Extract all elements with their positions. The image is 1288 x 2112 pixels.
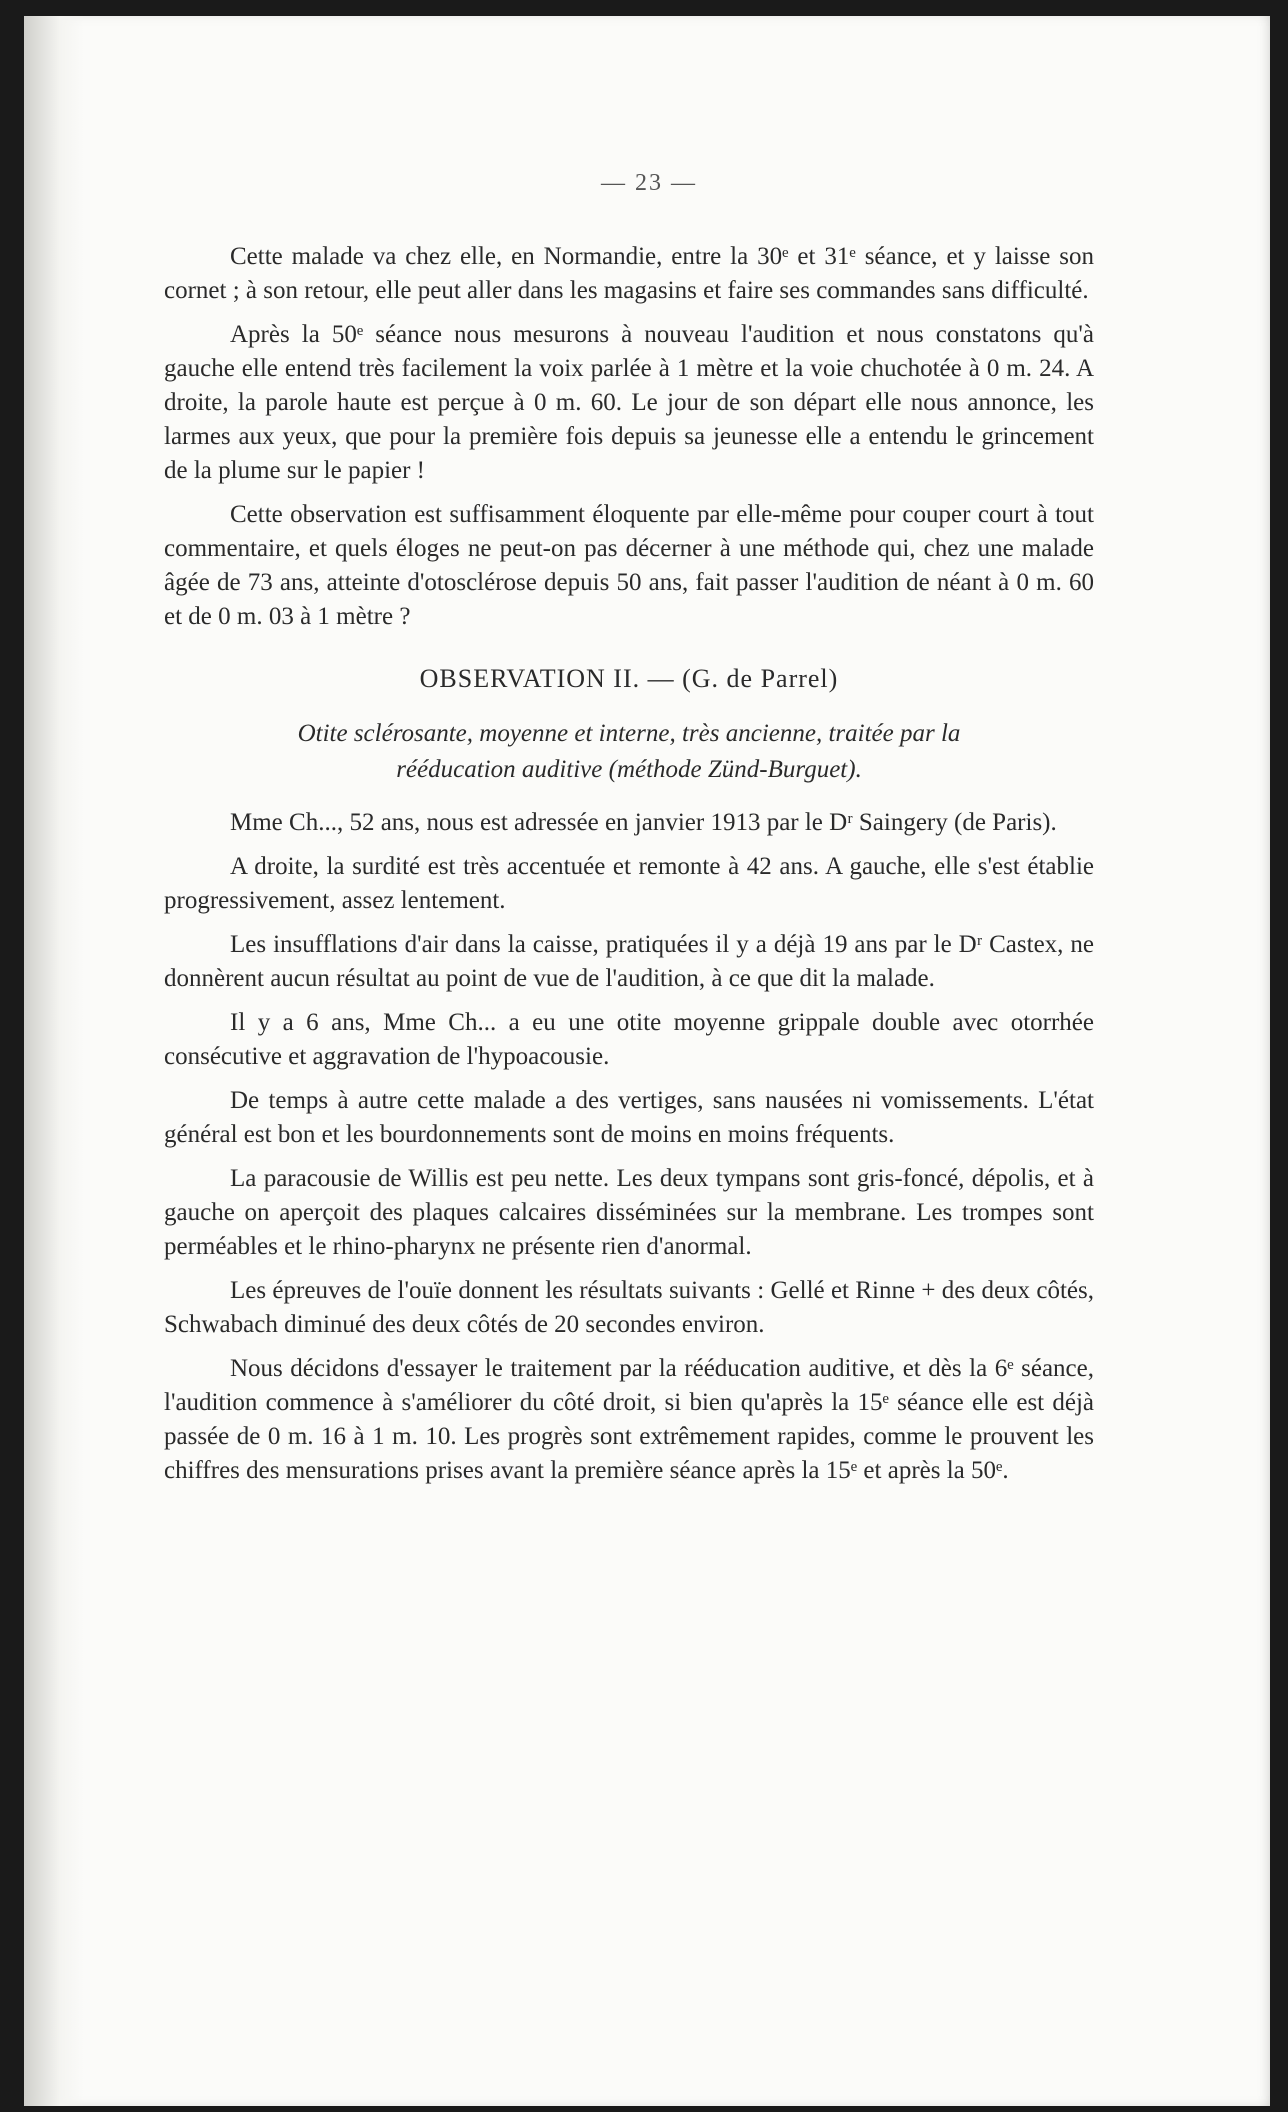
paragraph: Après la 50ᵉ séance nous mesurons à nouveau l'audition et nous constatons qu'à gauche elle entend très facilement la voix parlée à 1 mètre et la voie chuchotée à 0 m. 24. A droite, la parole haute est perçue à 0 m. 60. Le jour de son départ elle nous annonce, les larmes aux yeux, que pour la première fois depuis sa jeunesse elle a entendu le grincement de la plume sur le papier ! <box>164 321 1094 484</box>
paragraph: Les insufflations d'air dans la caisse, pratiquées il y a déjà 19 ans par le Dʳ Castex, ne donnèrent aucun résultat au point de vue de l'audition, à ce que dit la malade. <box>164 931 1094 992</box>
paragraph: Il y a 6 ans, Mme Ch... a eu une otite moyenne grippale double avec otorrhée consécutive et aggravation de l'hypoacousie. <box>164 1009 1094 1070</box>
paragraph: Les épreuves de l'ouïe donnent les résultats suivants : Gellé et Rinne + des deux côtés, Schwabach diminué des deux côtés de 20 secondes environ. <box>164 1277 1094 1338</box>
paragraph: A droite, la surdité est très accentuée et remonte à 42 ans. A gauche, elle s'est établie progressivement, assez lentement. <box>164 853 1094 914</box>
paragraph: Mme Ch..., 52 ans, nous est adressée en janvier 1913 par le Dʳ Saingery (de Paris). <box>230 809 1057 836</box>
document-page <box>24 16 1270 2106</box>
paragraph: Cette observation est suffisamment éloquente par elle-même pour couper court à tout commentaire, et quels éloges ne peut-on pas décerner à une méthode qui, chez une malade âgée de 73 ans, atteinte d'otosclérose depuis 50 ans, fait passer l'audition de néant à 0 m. 60 et de 0 m. 03 à 1 mètre ? <box>164 501 1094 630</box>
observation-subtitle <box>164 716 1094 788</box>
observation-title: OBSERVATION II. — (G. de Parrel) <box>419 664 839 693</box>
page-content <box>164 166 1094 1498</box>
paragraph: Cette malade va chez elle, en Normandie, entre la 30ᵉ et 31ᵉ séance, et y laisse son cornet ; à son retour, elle peut aller dans les magasins et faire ses commandes sans difficulté. <box>164 243 1094 304</box>
paragraph: De temps à autre cette malade a des vertiges, sans nausées ni vomissements. L'état général est bon et les bourdonnements sont de moins en moins fréquents. <box>164 1087 1094 1148</box>
observation-subtitle-line: rééducation auditive (méthode Zünd-Burguet). <box>396 756 862 783</box>
observation-subtitle-line: Otite sclérosante, moyenne et interne, très ancienne, traitée par la <box>297 720 961 747</box>
paragraph: La paracousie de Willis est peu nette. Les deux tympans sont gris-foncé, dépolis, et à gauche on aperçoit des plaques calcaires disséminées sur la membrane. Les trompes sont perméables et le rhino-pharynx ne présente rien d'anormal. <box>164 1165 1094 1260</box>
paragraph: Nous décidons d'essayer le traitement par la rééducation auditive, et dès la 6ᵉ séance, l'audition commence à s'améliorer du côté droit, si bien qu'après la 15ᵉ séance elle est déjà passée de 0 m. 16 à 1 m. 10. Les progrès sont extrêmement rapides, comme le prouvent les chiffres des mensurations prises avant la première séance après la 15ᵉ et après la 50ᵉ. <box>164 1355 1094 1484</box>
page-number: — 23 — <box>601 170 697 196</box>
